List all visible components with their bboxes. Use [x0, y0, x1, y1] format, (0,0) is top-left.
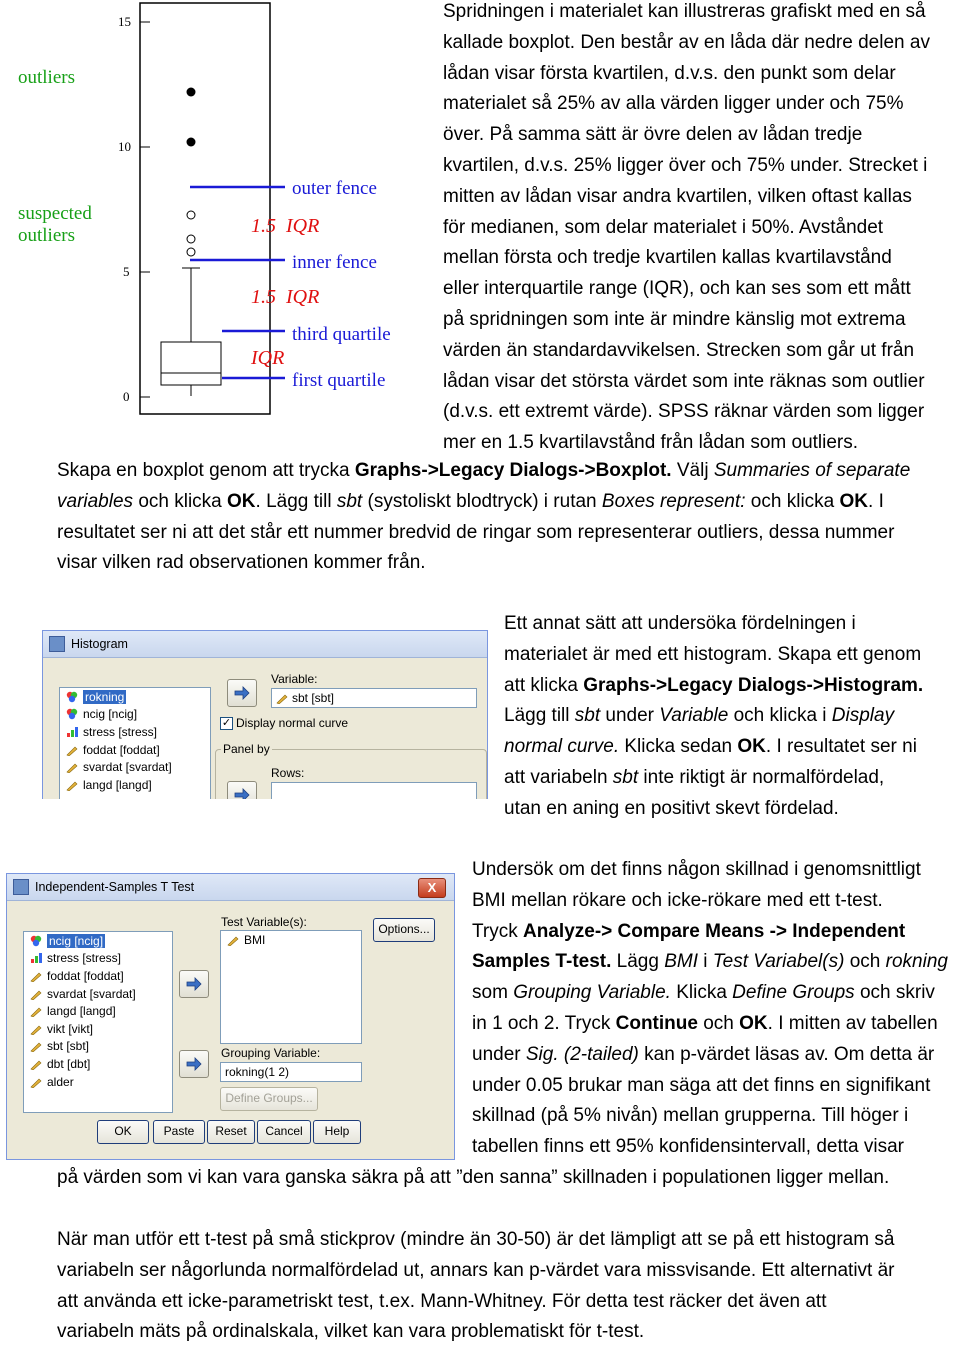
list-item[interactable]: foddat [foddat]	[24, 967, 172, 985]
move-to-test-variables-button[interactable]	[179, 970, 209, 998]
suspected-outlier-point	[187, 248, 195, 256]
outer-fence-label: outer fence	[292, 178, 377, 199]
text-line: mellan första och tredje kvartilen kallas kvartilavstånd	[443, 247, 892, 269]
move-to-grouping-button[interactable]	[179, 1050, 209, 1078]
text-line: Spridningen i materialet kan illustreras grafiskt med en så	[443, 1, 926, 22]
text-line: som Grouping Variable. Klicka Define Groups och skriv	[472, 982, 935, 1004]
list-item[interactable]: dbt [dbt]	[24, 1055, 172, 1073]
tick-label-5: 5	[123, 264, 130, 279]
text-line: under 0.05 brukar man säga att det finns en signifikant	[472, 1074, 931, 1096]
rows-field[interactable]	[271, 782, 477, 799]
move-to-variable-button[interactable]	[227, 679, 257, 707]
iqr-lower-label: 1.5 IQR	[251, 286, 320, 308]
nominal-variable-icon	[66, 691, 78, 703]
text-line: Tryck Analyze-> Compare Means -> Independent	[472, 920, 906, 942]
scale-variable-icon	[30, 1058, 42, 1070]
text-line: materialet så 25% av alla värden ligger under och 75%	[443, 93, 904, 115]
list-item[interactable]: svardat [svardat]	[24, 985, 172, 1003]
grouping-variable-label: Grouping Variable:	[221, 1046, 321, 1060]
first-quartile-label: first quartile	[292, 370, 386, 391]
variable-field-value: sbt [sbt]	[292, 691, 335, 705]
rows-label: Rows:	[271, 766, 305, 780]
variable-field[interactable]	[271, 688, 477, 708]
arrow-right-icon	[234, 788, 250, 799]
list-item[interactable]: langd [langd]	[60, 776, 210, 794]
text-line: in 1 och 2. Tryck Continue och OK. I mitten av tabellen	[472, 1012, 938, 1034]
outlier-point	[187, 138, 196, 147]
text-line: kallade boxplot. Den består av en låda där nedre delen av	[443, 31, 930, 53]
scale-variable-icon	[30, 1076, 42, 1088]
scale-variable-icon	[30, 1023, 42, 1035]
ttest-dialog-titlebar	[7, 874, 454, 901]
text-line: Skapa en boxplot genom att trycka Graphs->Legacy Dialogs->Boxplot. Välj Summaries of separate	[57, 460, 911, 481]
text-line: (d.v.s. ett extremt värde). SPSS räknar värden som ligger	[443, 401, 925, 423]
text-line: värden än standardavvikelsen. Strecken som går ut från	[443, 339, 915, 361]
text-line: mitten av lådan visar andra kvartilen, vilken oftast kallas	[443, 185, 912, 207]
scale-variable-icon	[30, 988, 42, 1000]
test-variables-list[interactable]	[220, 930, 362, 1044]
histogram-dialog-title: Histogram	[71, 637, 128, 651]
arrow-right-icon	[186, 977, 202, 991]
list-item[interactable]: ncig [ncig]	[24, 932, 172, 950]
arrow-right-icon	[234, 686, 250, 700]
text-line: att använda ett icke-parametriskt test, t.ex. Mann-Whitney. För detta test räcker det även att	[57, 1290, 827, 1312]
tick-label-15: 15	[118, 14, 131, 29]
text-line: BMI mellan rökare och icke-rökare med ett t-test.	[472, 889, 883, 911]
text-line: utan en aning en positivt skevt fördelad.	[504, 797, 839, 819]
scale-variable-icon	[276, 692, 288, 704]
scale-variable-icon	[227, 934, 239, 946]
display-normal-curve-checkbox[interactable]: ✓	[221, 717, 232, 729]
ttest-dialog-title: Independent-Samples T Test	[35, 880, 195, 894]
boxplot-figure	[0, 0, 420, 420]
ordinal-variable-icon	[66, 726, 78, 738]
outlier-point	[187, 88, 196, 97]
test-variables-label: Test Variable(s):	[221, 915, 307, 929]
list-item[interactable]: stress [stress]	[60, 723, 210, 741]
ttest-dialog	[6, 873, 455, 1160]
text-line: variables och klicka OK. Lägg till sbt (systoliskt blodtryck) i rutan Boxes represent: och klicka OK. I	[57, 490, 884, 512]
spss-window-icon	[13, 879, 29, 895]
scale-variable-icon	[66, 761, 78, 773]
suspected-outlier-point	[187, 211, 195, 219]
text-line: Undersök om det finns någon skillnad i genomsnittligt	[472, 859, 921, 880]
outliers-label: outliers	[18, 67, 75, 88]
help-button[interactable]: Help	[313, 1120, 361, 1144]
nominal-variable-icon	[30, 935, 42, 947]
tick-label-10: 10	[118, 139, 131, 154]
text-line: visar vilken rad observationen kommer från.	[57, 552, 426, 574]
text-line: att klicka Graphs->Legacy Dialogs->Histogram.	[504, 674, 924, 696]
text-line: skillnad (på 5% nivån) mellan grupperna. Till höger i	[472, 1105, 909, 1127]
text-line: Ett annat sätt att undersöka fördelningen i	[504, 613, 856, 634]
iqr-label: IQR	[251, 347, 285, 369]
suspected-outliers-label-2: outliers	[18, 225, 75, 246]
scale-variable-icon	[66, 779, 78, 791]
text-line: under Sig. (2-tailed) kan p-värdet läsas av. Om detta är	[472, 1043, 935, 1065]
ttest-variable-list[interactable]	[23, 931, 173, 1113]
list-item[interactable]: BMI	[221, 931, 361, 949]
text-line: eller interquartile range (IQR), och kan ses som ett mått	[443, 278, 911, 300]
scale-variable-icon	[30, 970, 42, 982]
text-line: på värden som vi kan vara ganska säkra på att ”den sanna” skillnaden i populationen ligger mellan.	[57, 1167, 890, 1188]
grouping-variable-field[interactable]: rokning(1 2)	[220, 1062, 362, 1082]
text-line: Samples T-test. Lägg BMI i Test Variabel(s) och rokning	[472, 951, 948, 973]
text-line: När man utför ett t-test på små stickprov (mindre än 30-50) är det lämpligt att se på ett histogram så	[57, 1229, 895, 1250]
display-normal-curve-label: Display normal curve	[236, 716, 349, 730]
text-line: mer en 1.5 kvartilavstånd från lådan som outliers.	[443, 432, 859, 454]
text-line: variabeln mäts på ordinalskala, vilket kan vara problematiskt för t-test.	[57, 1321, 645, 1343]
inner-fence-label: inner fence	[292, 252, 377, 273]
scale-variable-icon	[30, 1040, 42, 1052]
suspected-outlier-point	[187, 235, 195, 243]
text-line: kvartilen, d.v.s. 25% ligger över och 75% under. Strecket i	[443, 154, 928, 176]
ok-button[interactable]: OK	[97, 1120, 149, 1144]
ttest-paragraph-last-line	[57, 1163, 960, 1194]
iqr-upper-label: 1.5 IQR	[251, 215, 320, 237]
reset-button[interactable]: Reset	[207, 1120, 255, 1144]
list-item[interactable]: ncig [ncig]	[60, 706, 210, 724]
text-line: tabellen finns ett 95% konfidensintervall, detta visar	[472, 1136, 904, 1158]
close-button[interactable]	[418, 878, 446, 898]
text-line: resultatet ser ni att det står ett nummer bredvid de ringar som representerar outliers, dessa nummer	[57, 521, 895, 543]
text-line: att variabeln sbt inte riktigt är normalfördelad,	[504, 766, 885, 788]
small-sample-paragraph	[57, 1225, 960, 1348]
panel-by-label: Panel by	[223, 742, 270, 756]
text-line: över. På samma sätt är övre delen av lådan tredje	[443, 124, 863, 146]
boxplot-explanation-paragraph	[443, 0, 960, 459]
variable-label: Variable:	[271, 672, 318, 686]
list-item[interactable]: svardat [svardat]	[60, 758, 210, 776]
nominal-variable-icon	[66, 708, 78, 720]
scale-variable-icon	[30, 1005, 42, 1017]
text-line: Lägg till sbt under Variable och klicka i Display	[504, 705, 895, 727]
text-line: på spridningen som inte är mindre känslig mot extrema	[443, 308, 906, 330]
text-line: lådan visar första kvartilen, d.v.s. den punkt som delar	[443, 62, 896, 84]
list-item[interactable]: rokning	[60, 688, 210, 706]
text-line: lådan visar det största värdet som inte räknas som outlier	[443, 370, 925, 392]
histogram-dialog	[42, 630, 488, 799]
ordinal-variable-icon	[30, 952, 42, 964]
close-icon: X	[427, 880, 437, 895]
box	[161, 342, 221, 385]
list-item[interactable]: alder	[24, 1073, 172, 1091]
third-quartile-label: third quartile	[292, 324, 391, 345]
text-line: för medianen, som delar materialet i 50%. Avståndet	[443, 216, 884, 238]
spss-window-icon	[49, 636, 65, 652]
scale-variable-icon	[66, 744, 78, 756]
list-item[interactable]: langd [langd]	[24, 1002, 172, 1020]
histogram-paragraph	[504, 609, 960, 825]
tick-label-0: 0	[123, 389, 130, 404]
arrow-right-icon	[186, 1057, 202, 1071]
list-item[interactable]: vikt [vikt]	[24, 1020, 172, 1038]
text-line: variabeln ser någorlunda normalfördelad ut, annars kan p-värdet vara missvisande. Ett alternativt är	[57, 1259, 895, 1281]
text-line: materialet är med ett histogram. Skapa ett genom	[504, 643, 922, 665]
list-item[interactable]: sbt [sbt]	[24, 1038, 172, 1056]
list-item[interactable]: foddat [foddat]	[60, 741, 210, 759]
list-item[interactable]: stress [stress]	[24, 950, 172, 968]
text-line: normal curve. Klicka sedan OK. I resultatet ser ni	[504, 736, 917, 758]
boxplot-instructions-paragraph	[57, 456, 960, 579]
histogram-dialog-titlebar	[43, 631, 487, 658]
suspected-outliers-label-1: suspected	[18, 203, 92, 224]
move-to-rows-button[interactable]	[227, 781, 257, 799]
ttest-paragraph	[472, 855, 960, 1163]
histogram-variable-list[interactable]	[59, 687, 211, 799]
options-button[interactable]: Options...	[373, 918, 435, 942]
paste-button[interactable]: Paste	[153, 1120, 205, 1144]
define-groups-button[interactable]: Define Groups...	[220, 1087, 318, 1111]
cancel-button[interactable]: Cancel	[257, 1120, 311, 1144]
